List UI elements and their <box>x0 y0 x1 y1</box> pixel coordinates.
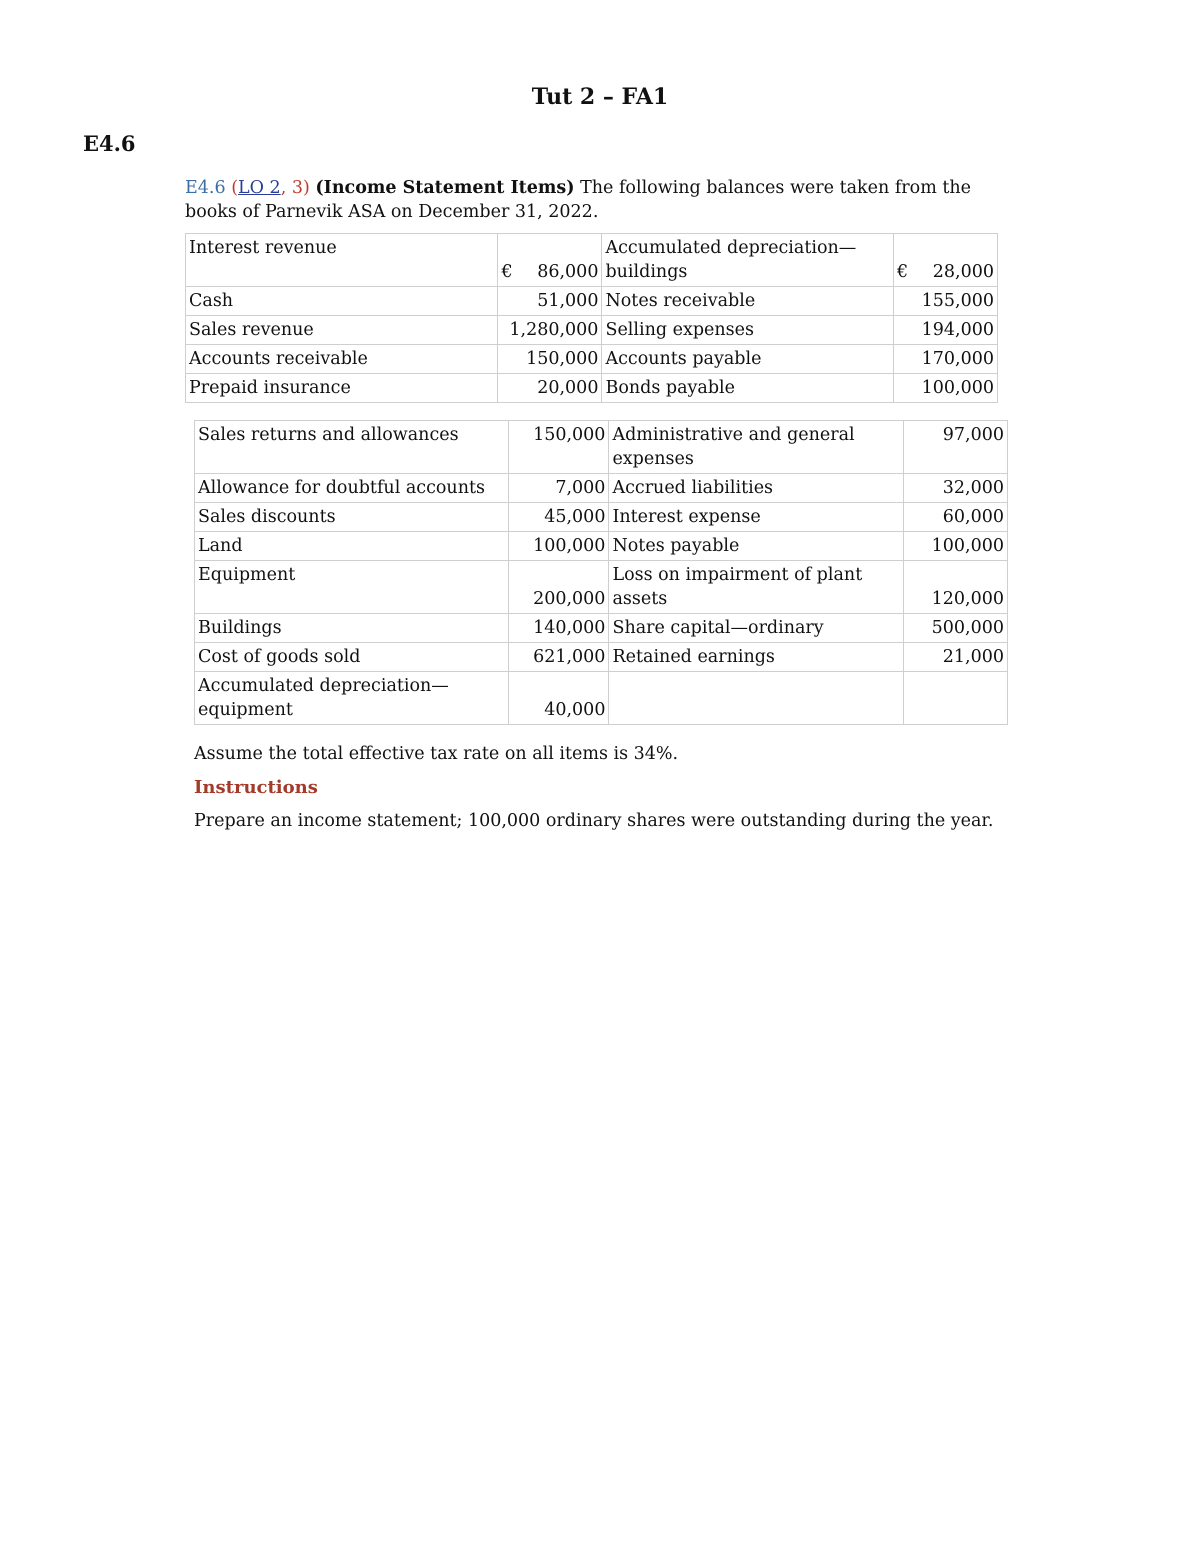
balance-row <box>186 374 998 403</box>
account-amount <box>508 672 609 725</box>
account-amount <box>894 287 998 316</box>
amount-value: 7,000 <box>555 478 606 498</box>
account-amount <box>508 421 609 474</box>
account-amount <box>904 614 1008 643</box>
balance-row <box>195 561 1008 614</box>
amount-value: 28,000 <box>932 262 994 282</box>
balance-row <box>195 532 1008 561</box>
account-name: Prepaid insurance <box>186 374 498 403</box>
account-amount <box>508 614 609 643</box>
account-amount <box>904 532 1008 561</box>
account-amount <box>498 345 602 374</box>
account-name: Accounts payable <box>602 345 894 374</box>
amount-value: 155,000 <box>921 291 994 311</box>
account-name <box>609 672 904 725</box>
account-name: Bonds payable <box>602 374 894 403</box>
account-amount <box>498 374 602 403</box>
account-name: Cash <box>186 287 498 316</box>
account-amount <box>508 503 609 532</box>
amount-value: 150,000 <box>526 349 599 369</box>
account-name: Accrued liabilities <box>609 474 904 503</box>
account-amount <box>904 503 1008 532</box>
account-amount <box>894 316 998 345</box>
lo-rest: , 3) <box>280 178 310 198</box>
account-name: Loss on impairment of plant assets <box>609 561 904 614</box>
currency-symbol: € <box>897 262 909 282</box>
currency-symbol: € <box>501 262 513 282</box>
account-amount <box>904 561 1008 614</box>
amount-value: 194,000 <box>921 320 994 340</box>
balance-row <box>195 474 1008 503</box>
account-name: Land <box>195 532 509 561</box>
account-amount <box>894 345 998 374</box>
account-amount <box>498 316 602 345</box>
account-name: Cost of goods sold <box>195 643 509 672</box>
account-amount <box>508 561 609 614</box>
lo-link[interactable]: LO 2 <box>238 178 281 198</box>
amount-value: 97,000 <box>942 425 1004 445</box>
balance-row <box>186 316 998 345</box>
amount-value: 140,000 <box>533 618 606 638</box>
account-name: Share capital—ordinary <box>609 614 904 643</box>
account-amount <box>508 474 609 503</box>
exercise-code: E4.6 <box>185 178 226 198</box>
account-amount <box>508 643 609 672</box>
exercise-heading: E4.6 <box>83 131 136 156</box>
account-amount <box>498 287 602 316</box>
balances-table-2 <box>194 420 1008 725</box>
account-name: Sales discounts <box>195 503 509 532</box>
instructions-text: Prepare an income statement; 100,000 ordinary shares were outstanding during the year. <box>194 811 994 831</box>
account-name: Interest expense <box>609 503 904 532</box>
account-name: Sales returns and allowances <box>195 421 509 474</box>
account-name: Interest revenue <box>186 234 498 287</box>
learning-objectives <box>231 178 310 198</box>
tax-rate-note: Assume the total effective tax rate on all items is 34%. <box>194 744 679 764</box>
account-amount <box>904 643 1008 672</box>
account-amount <box>894 374 998 403</box>
balance-row <box>195 643 1008 672</box>
account-name: Allowance for doubtful accounts <box>195 474 509 503</box>
balance-row <box>195 672 1008 725</box>
account-name: Notes receivable <box>602 287 894 316</box>
account-name: Administrative and general expenses <box>609 421 904 474</box>
amount-value: 120,000 <box>931 589 1004 609</box>
lo-open: ( <box>231 178 239 198</box>
account-amount <box>904 474 1008 503</box>
account-name: Accumulated depreciation—equipment <box>195 672 509 725</box>
account-amount <box>894 234 998 287</box>
account-name: Sales revenue <box>186 316 498 345</box>
account-name: Notes payable <box>609 532 904 561</box>
balance-row <box>195 614 1008 643</box>
document-title: Tut 2 – FA1 <box>531 84 669 110</box>
amount-value: 621,000 <box>533 647 606 667</box>
balance-row <box>186 234 998 287</box>
exercise-intro <box>185 176 1005 224</box>
amount-value: 100,000 <box>533 536 606 556</box>
account-name: Accounts receivable <box>186 345 498 374</box>
balance-row <box>186 345 998 374</box>
amount-value: 200,000 <box>533 589 606 609</box>
amount-value: 86,000 <box>537 262 599 282</box>
amount-value: 100,000 <box>921 378 994 398</box>
account-name: Equipment <box>195 561 509 614</box>
instructions-title: Instructions <box>194 777 318 798</box>
amount-value: 20,000 <box>537 378 599 398</box>
amount-value: 51,000 <box>537 291 599 311</box>
account-name: Accumulated depreciation—buildings <box>602 234 894 287</box>
amount-value: 500,000 <box>931 618 1004 638</box>
balance-row <box>195 421 1008 474</box>
amount-value: 45,000 <box>544 507 606 527</box>
amount-value: 40,000 <box>544 700 606 720</box>
account-amount <box>904 421 1008 474</box>
intro-text: The following balances were taken from the books of Parnevik ASA on December 31, 2022. <box>185 178 972 222</box>
balances-table-1 <box>185 233 998 403</box>
account-name: Buildings <box>195 614 509 643</box>
amount-value: 150,000 <box>533 425 606 445</box>
account-name: Selling expenses <box>602 316 894 345</box>
amount-value: 1,280,000 <box>509 320 599 340</box>
amount-value: 32,000 <box>942 478 1004 498</box>
exercise-name: (Income Statement Items) <box>315 178 575 198</box>
amount-value: 21,000 <box>942 647 1004 667</box>
account-name: Retained earnings <box>609 643 904 672</box>
account-amount <box>508 532 609 561</box>
amount-value: 100,000 <box>931 536 1004 556</box>
account-amount <box>498 234 602 287</box>
balance-row <box>195 503 1008 532</box>
balance-row <box>186 287 998 316</box>
amount-value: 170,000 <box>921 349 994 369</box>
account-amount <box>904 672 1008 725</box>
amount-value: 60,000 <box>942 507 1004 527</box>
